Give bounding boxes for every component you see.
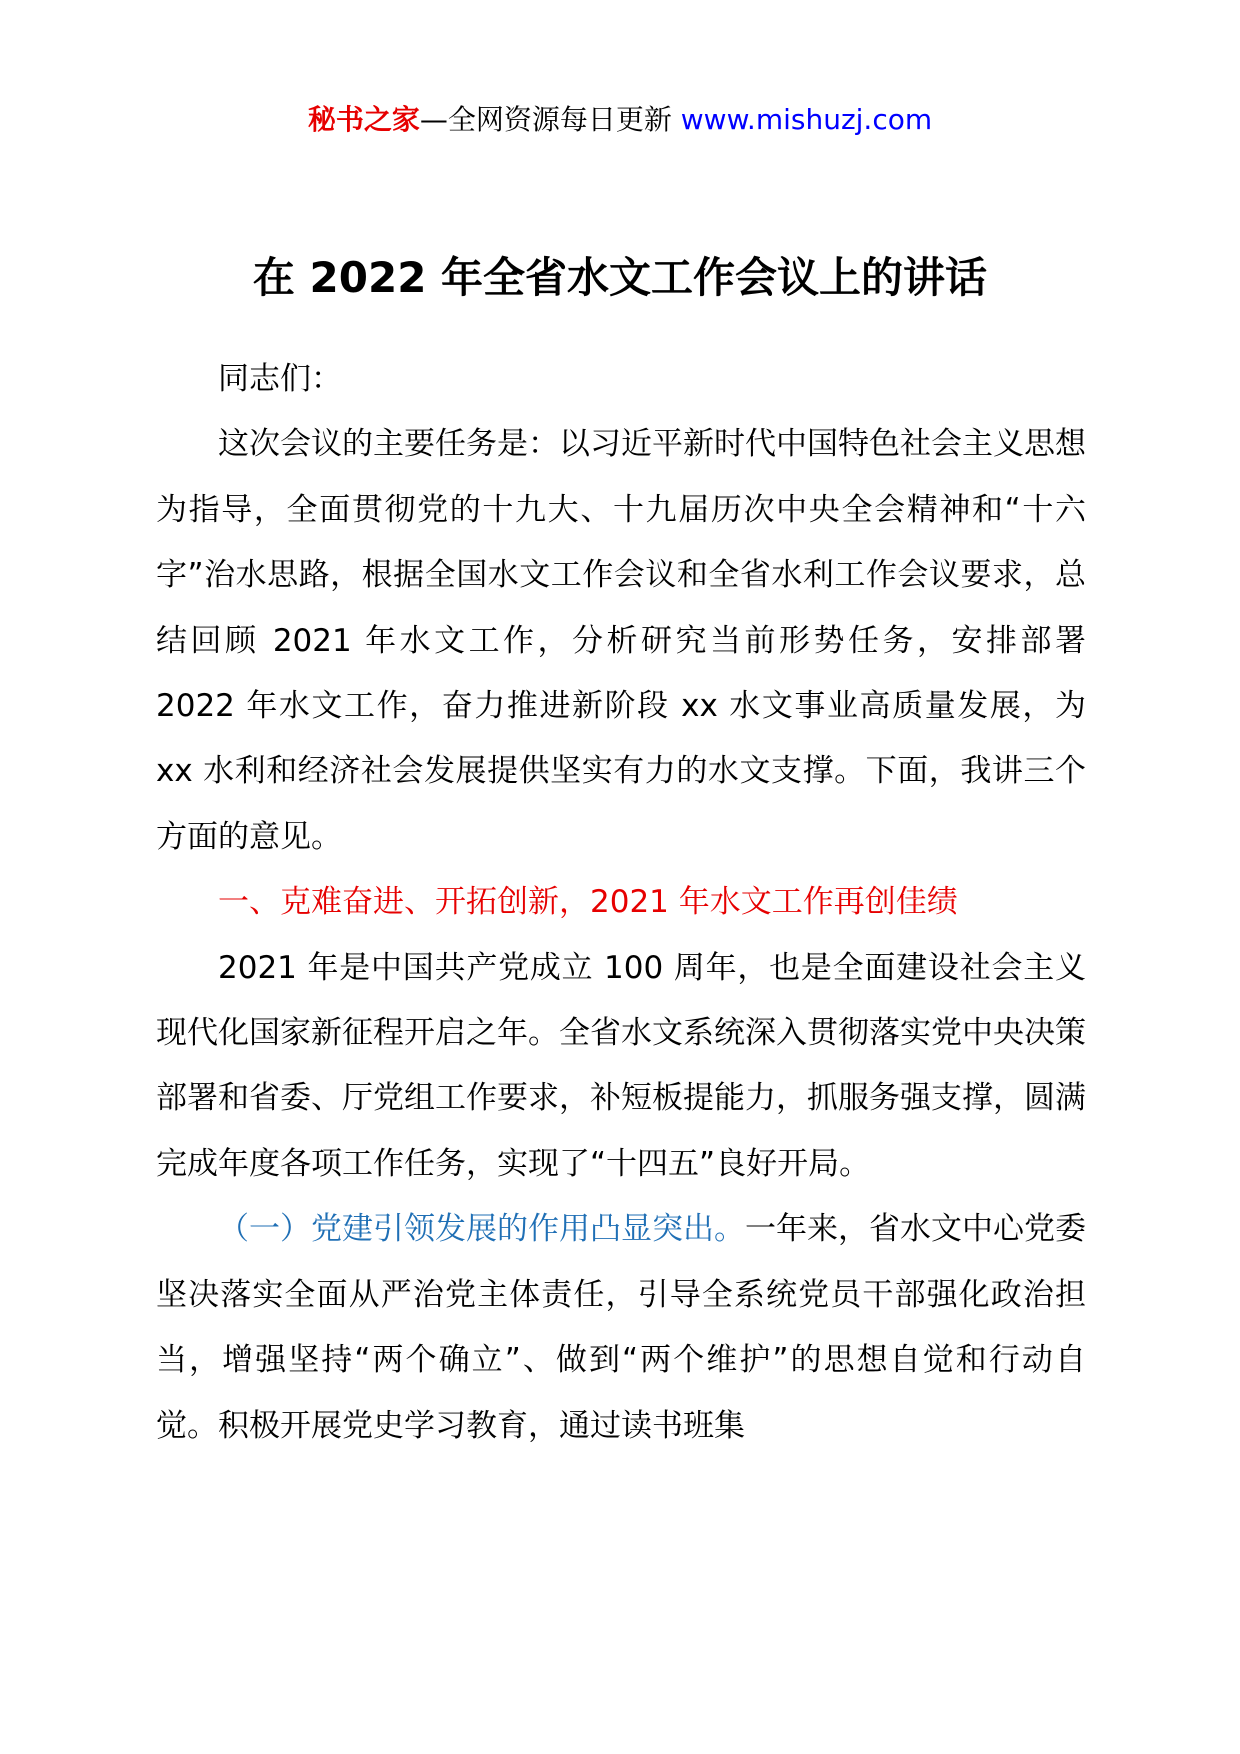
paragraph-subsection-1 xyxy=(156,1197,1086,1459)
site-tagline: —全网资源每日更新 xyxy=(419,103,681,136)
section-heading-1: 一、克难奋进、开拓创新，2021 年水文工作再创佳绩 xyxy=(218,884,958,921)
subsection-text-1: 一年来，省水文中心党委坚决落实全面从严治党主体责任，引导全系统党员干部强化政治担当，增强坚持“两个确立”、做到“两个维护”的思想自觉和行动自觉。积极开展党史学习教育，通过读书班集 xyxy=(156,1211,1086,1444)
site-brand: 秘书之家 xyxy=(307,103,420,136)
paragraph-intro: 这次会议的主要任务是：以习近平新时代中国特色社会主义思想为指导，全面贯彻党的十九大、十九届历次中央全会精神和“十六字”治水思路，根据全国水文工作会议和全省水利工作会议要求，总结回顾 2021 年水文工作，分析研究当前形势任务，安排部署 2022 年水文工作，奋力推进新阶段 xx 水文事业高质量发展，为 xx 水利和经济社会发展提供坚实有力的水文支撑。下面，我讲三个方面的意见。 xyxy=(156,426,1086,855)
site-url-link[interactable]: www.mishuzj.com xyxy=(680,103,933,136)
salutation: 同志们： xyxy=(218,361,342,397)
document-body xyxy=(156,347,1086,1459)
subsection-heading-1: （一）党建引领发展的作用凸显突出。 xyxy=(218,1211,745,1248)
document-title: 在 2022 年全省水文工作会议上的讲话 xyxy=(252,253,988,302)
site-header xyxy=(0,100,1240,140)
paragraph-section-1: 2021 年是中国共产党成立 100 周年，也是全面建设社会主义现代化国家新征程开启之年。全省水文系统深入贯彻落实党中央决策部署和省委、厅党组工作要求，补短板提能力，抓服务强支撑，圆满完成年度各项工作任务，实现了“十四五”良好开局。 xyxy=(156,949,1086,1182)
